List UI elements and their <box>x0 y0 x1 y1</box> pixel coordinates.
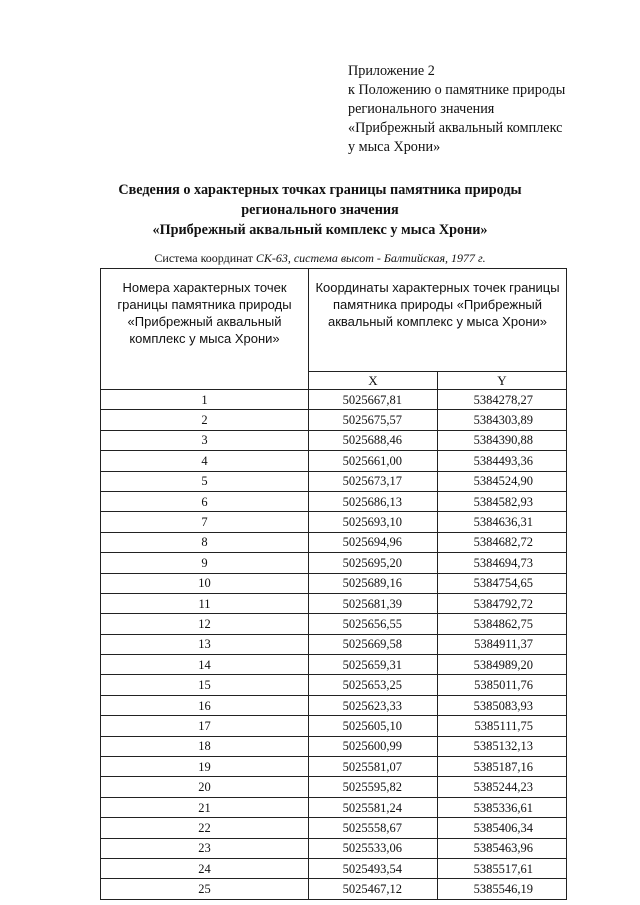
x-coordinate-cell: 5025653,25 <box>309 675 438 695</box>
x-coordinate-cell: 5025686,13 <box>309 491 438 511</box>
y-coordinate-cell: 5384278,27 <box>438 390 567 410</box>
y-coordinate-cell: 5384792,72 <box>438 593 567 613</box>
point-number-cell: 7 <box>101 512 309 532</box>
y-coordinate-cell: 5385187,16 <box>438 757 567 777</box>
x-coordinate-cell: 5025581,24 <box>309 797 438 817</box>
x-coordinate-cell: 5025695,20 <box>309 553 438 573</box>
table-row <box>101 471 567 491</box>
x-coordinate-cell: 5025533,06 <box>309 838 438 858</box>
y-coordinate-cell: 5385244,23 <box>438 777 567 797</box>
table-row <box>101 390 567 410</box>
x-coordinate-cell: 5025659,31 <box>309 655 438 675</box>
x-coordinate-cell: 5025493,54 <box>309 858 438 878</box>
x-coordinate-cell: 5025623,33 <box>309 695 438 715</box>
y-coordinate-cell: 5384390,88 <box>438 430 567 450</box>
y-coordinate-cell: 5385111,75 <box>438 716 567 736</box>
table-row <box>101 797 567 817</box>
table-row <box>101 614 567 634</box>
point-number-cell: 8 <box>101 532 309 552</box>
y-coordinate-cell: 5384682,72 <box>438 532 567 552</box>
point-number-cell: 18 <box>101 736 309 756</box>
point-number-cell: 15 <box>101 675 309 695</box>
table-row <box>101 858 567 878</box>
y-coordinate-cell: 5384582,93 <box>438 491 567 511</box>
title-line: регионального значения <box>241 202 399 218</box>
column-header-point-numbers: Номера характерных точек границы памятника природы «Прибрежный аквальный комплекс у мыса Хрони» <box>101 269 309 390</box>
column-header-y: Y <box>438 372 567 390</box>
appendix-line: у мыса Хрони» <box>348 139 441 155</box>
x-coordinate-cell: 5025669,58 <box>309 634 438 654</box>
table-row <box>101 553 567 573</box>
point-number-cell: 14 <box>101 655 309 675</box>
table-row <box>101 757 567 777</box>
y-coordinate-cell: 5384694,73 <box>438 553 567 573</box>
y-coordinate-cell: 5384524,90 <box>438 471 567 491</box>
coordinate-system-value: СК-63, система высот - Балтийская, 1977 г. <box>255 251 486 265</box>
point-number-cell: 19 <box>101 757 309 777</box>
y-coordinate-cell: 5384303,89 <box>438 410 567 430</box>
table-row <box>101 634 567 654</box>
y-coordinate-cell: 5385463,96 <box>438 838 567 858</box>
x-coordinate-cell: 5025694,96 <box>309 532 438 552</box>
x-coordinate-cell: 5025558,67 <box>309 818 438 838</box>
table-row <box>101 655 567 675</box>
table-row <box>101 451 567 471</box>
point-number-cell: 23 <box>101 838 309 858</box>
table-row <box>101 838 567 858</box>
table-row <box>101 491 567 511</box>
x-coordinate-cell: 5025656,55 <box>309 614 438 634</box>
y-coordinate-cell: 5384862,75 <box>438 614 567 634</box>
point-number-cell: 6 <box>101 491 309 511</box>
point-number-cell: 2 <box>101 410 309 430</box>
coordinate-system-line <box>40 251 600 265</box>
x-coordinate-cell: 5025688,46 <box>309 430 438 450</box>
x-coordinate-cell: 5025600,99 <box>309 736 438 756</box>
column-header-coordinates: Координаты характерных точек границы памятника природы «Прибрежный аквальный комплекс у мыса Хрони» <box>309 269 567 372</box>
table-row <box>101 573 567 593</box>
point-number-cell: 9 <box>101 553 309 573</box>
appendix-note <box>348 62 628 157</box>
document-title <box>40 180 600 240</box>
table-body <box>101 390 567 900</box>
point-number-cell: 22 <box>101 818 309 838</box>
point-number-cell: 11 <box>101 593 309 613</box>
table-row <box>101 818 567 838</box>
x-coordinate-cell: 5025581,07 <box>309 757 438 777</box>
x-coordinate-cell: 5025673,17 <box>309 471 438 491</box>
table-row <box>101 716 567 736</box>
table-row <box>101 777 567 797</box>
x-coordinate-cell: 5025693,10 <box>309 512 438 532</box>
table-row <box>101 430 567 450</box>
point-number-cell: 24 <box>101 858 309 878</box>
coordinate-system-label: Система координат <box>154 251 256 265</box>
title-line: «Прибрежный аквальный комплекс у мыса Хрони» <box>152 222 488 238</box>
table-row <box>101 512 567 532</box>
point-number-cell: 20 <box>101 777 309 797</box>
table-row <box>101 675 567 695</box>
title-line: Сведения о характерных точках границы памятника природы <box>118 182 522 198</box>
table-row <box>101 695 567 715</box>
x-coordinate-cell: 5025667,81 <box>309 390 438 410</box>
appendix-line: к Положению о памятнике природы <box>348 82 566 98</box>
x-coordinate-cell: 5025689,16 <box>309 573 438 593</box>
point-number-cell: 3 <box>101 430 309 450</box>
table-row <box>101 736 567 756</box>
x-coordinate-cell: 5025681,39 <box>309 593 438 613</box>
y-coordinate-cell: 5385517,61 <box>438 858 567 878</box>
point-number-cell: 10 <box>101 573 309 593</box>
column-header-x: X <box>309 372 438 390</box>
point-number-cell: 21 <box>101 797 309 817</box>
point-number-cell: 5 <box>101 471 309 491</box>
table-row <box>101 532 567 552</box>
appendix-line: Приложение 2 <box>348 63 435 79</box>
y-coordinate-cell: 5384636,31 <box>438 512 567 532</box>
point-number-cell: 4 <box>101 451 309 471</box>
x-coordinate-cell: 5025605,10 <box>309 716 438 736</box>
x-coordinate-cell: 5025595,82 <box>309 777 438 797</box>
y-coordinate-cell: 5385132,13 <box>438 736 567 756</box>
point-number-cell: 17 <box>101 716 309 736</box>
point-number-cell: 25 <box>101 879 309 899</box>
y-coordinate-cell: 5384754,65 <box>438 573 567 593</box>
appendix-line: регионального значения <box>348 101 495 117</box>
point-number-cell: 16 <box>101 695 309 715</box>
point-number-cell: 13 <box>101 634 309 654</box>
boundary-points-table <box>100 268 567 900</box>
point-number-cell: 12 <box>101 614 309 634</box>
y-coordinate-cell: 5384989,20 <box>438 655 567 675</box>
table-row <box>101 879 567 899</box>
y-coordinate-cell: 5385011,76 <box>438 675 567 695</box>
table-row <box>101 593 567 613</box>
table-row <box>101 410 567 430</box>
y-coordinate-cell: 5385336,61 <box>438 797 567 817</box>
x-coordinate-cell: 5025661,00 <box>309 451 438 471</box>
appendix-line: «Прибрежный аквальный комплекс <box>348 120 563 136</box>
x-coordinate-cell: 5025467,12 <box>309 879 438 899</box>
point-number-cell: 1 <box>101 390 309 410</box>
y-coordinate-cell: 5385406,34 <box>438 818 567 838</box>
y-coordinate-cell: 5384911,37 <box>438 634 567 654</box>
y-coordinate-cell: 5385546,19 <box>438 879 567 899</box>
y-coordinate-cell: 5385083,93 <box>438 695 567 715</box>
x-coordinate-cell: 5025675,57 <box>309 410 438 430</box>
y-coordinate-cell: 5384493,36 <box>438 451 567 471</box>
